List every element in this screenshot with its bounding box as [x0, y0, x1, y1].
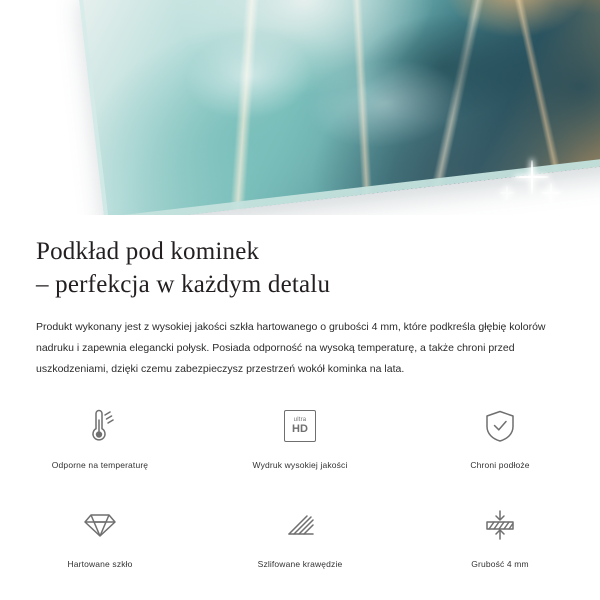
sparkle-icon — [500, 186, 514, 200]
thickness-icon — [482, 502, 518, 548]
feature-item-temperature — [0, 395, 200, 470]
diamond-icon — [83, 502, 117, 548]
page-title — [0, 215, 600, 301]
ultra-hd-badge-bottom: HD — [292, 423, 308, 435]
sparkle-icon — [541, 183, 561, 203]
feature-label: Chroni podłoże — [470, 460, 530, 470]
feature-item-print-quality — [200, 395, 400, 470]
text-content — [0, 215, 600, 380]
ultra-hd-icon — [284, 403, 316, 449]
feature-label: Hartowane szkło — [67, 559, 133, 569]
shield-check-icon — [484, 403, 516, 449]
page-title-line1: Podkład pod kominek — [36, 238, 260, 265]
feature-label: Wydruk wysokiej jakości — [252, 460, 348, 470]
feature-label: Grubość 4 mm — [471, 559, 529, 569]
feature-item-tempered-glass — [0, 494, 200, 569]
thermometer-icon — [83, 403, 117, 449]
marble-swirl-overlay — [78, 0, 600, 215]
page-title-line2: – perfekcja w każdym detalu — [36, 271, 331, 298]
description-paragraph: Produkt wykonany jest z wysokiej jakości szkła hartowanego o grubości 4 mm, które podkreśla głębię kolorów nadruku i zapewnia elegancki połysk. Posiada odporność na wysoką temperaturę, a także chroni przed uszkodzeniami, dzięki czemu zabezpieczysz przestrzeń wokół kominka na lata. — [36, 321, 546, 375]
glass-panel-artwork — [78, 0, 600, 215]
feature-item-polished-edges — [200, 494, 400, 569]
polished-edge-icon — [283, 502, 317, 548]
feature-grid — [0, 395, 600, 569]
feature-item-protects-surface — [400, 395, 600, 470]
hero-product-image — [0, 0, 600, 215]
feature-label: Odporne na temperaturę — [51, 460, 149, 470]
feature-label: Szlifowane krawędzie — [257, 559, 343, 569]
feature-item-thickness — [400, 494, 600, 569]
ultra-hd-badge-top: ultra — [293, 417, 307, 423]
